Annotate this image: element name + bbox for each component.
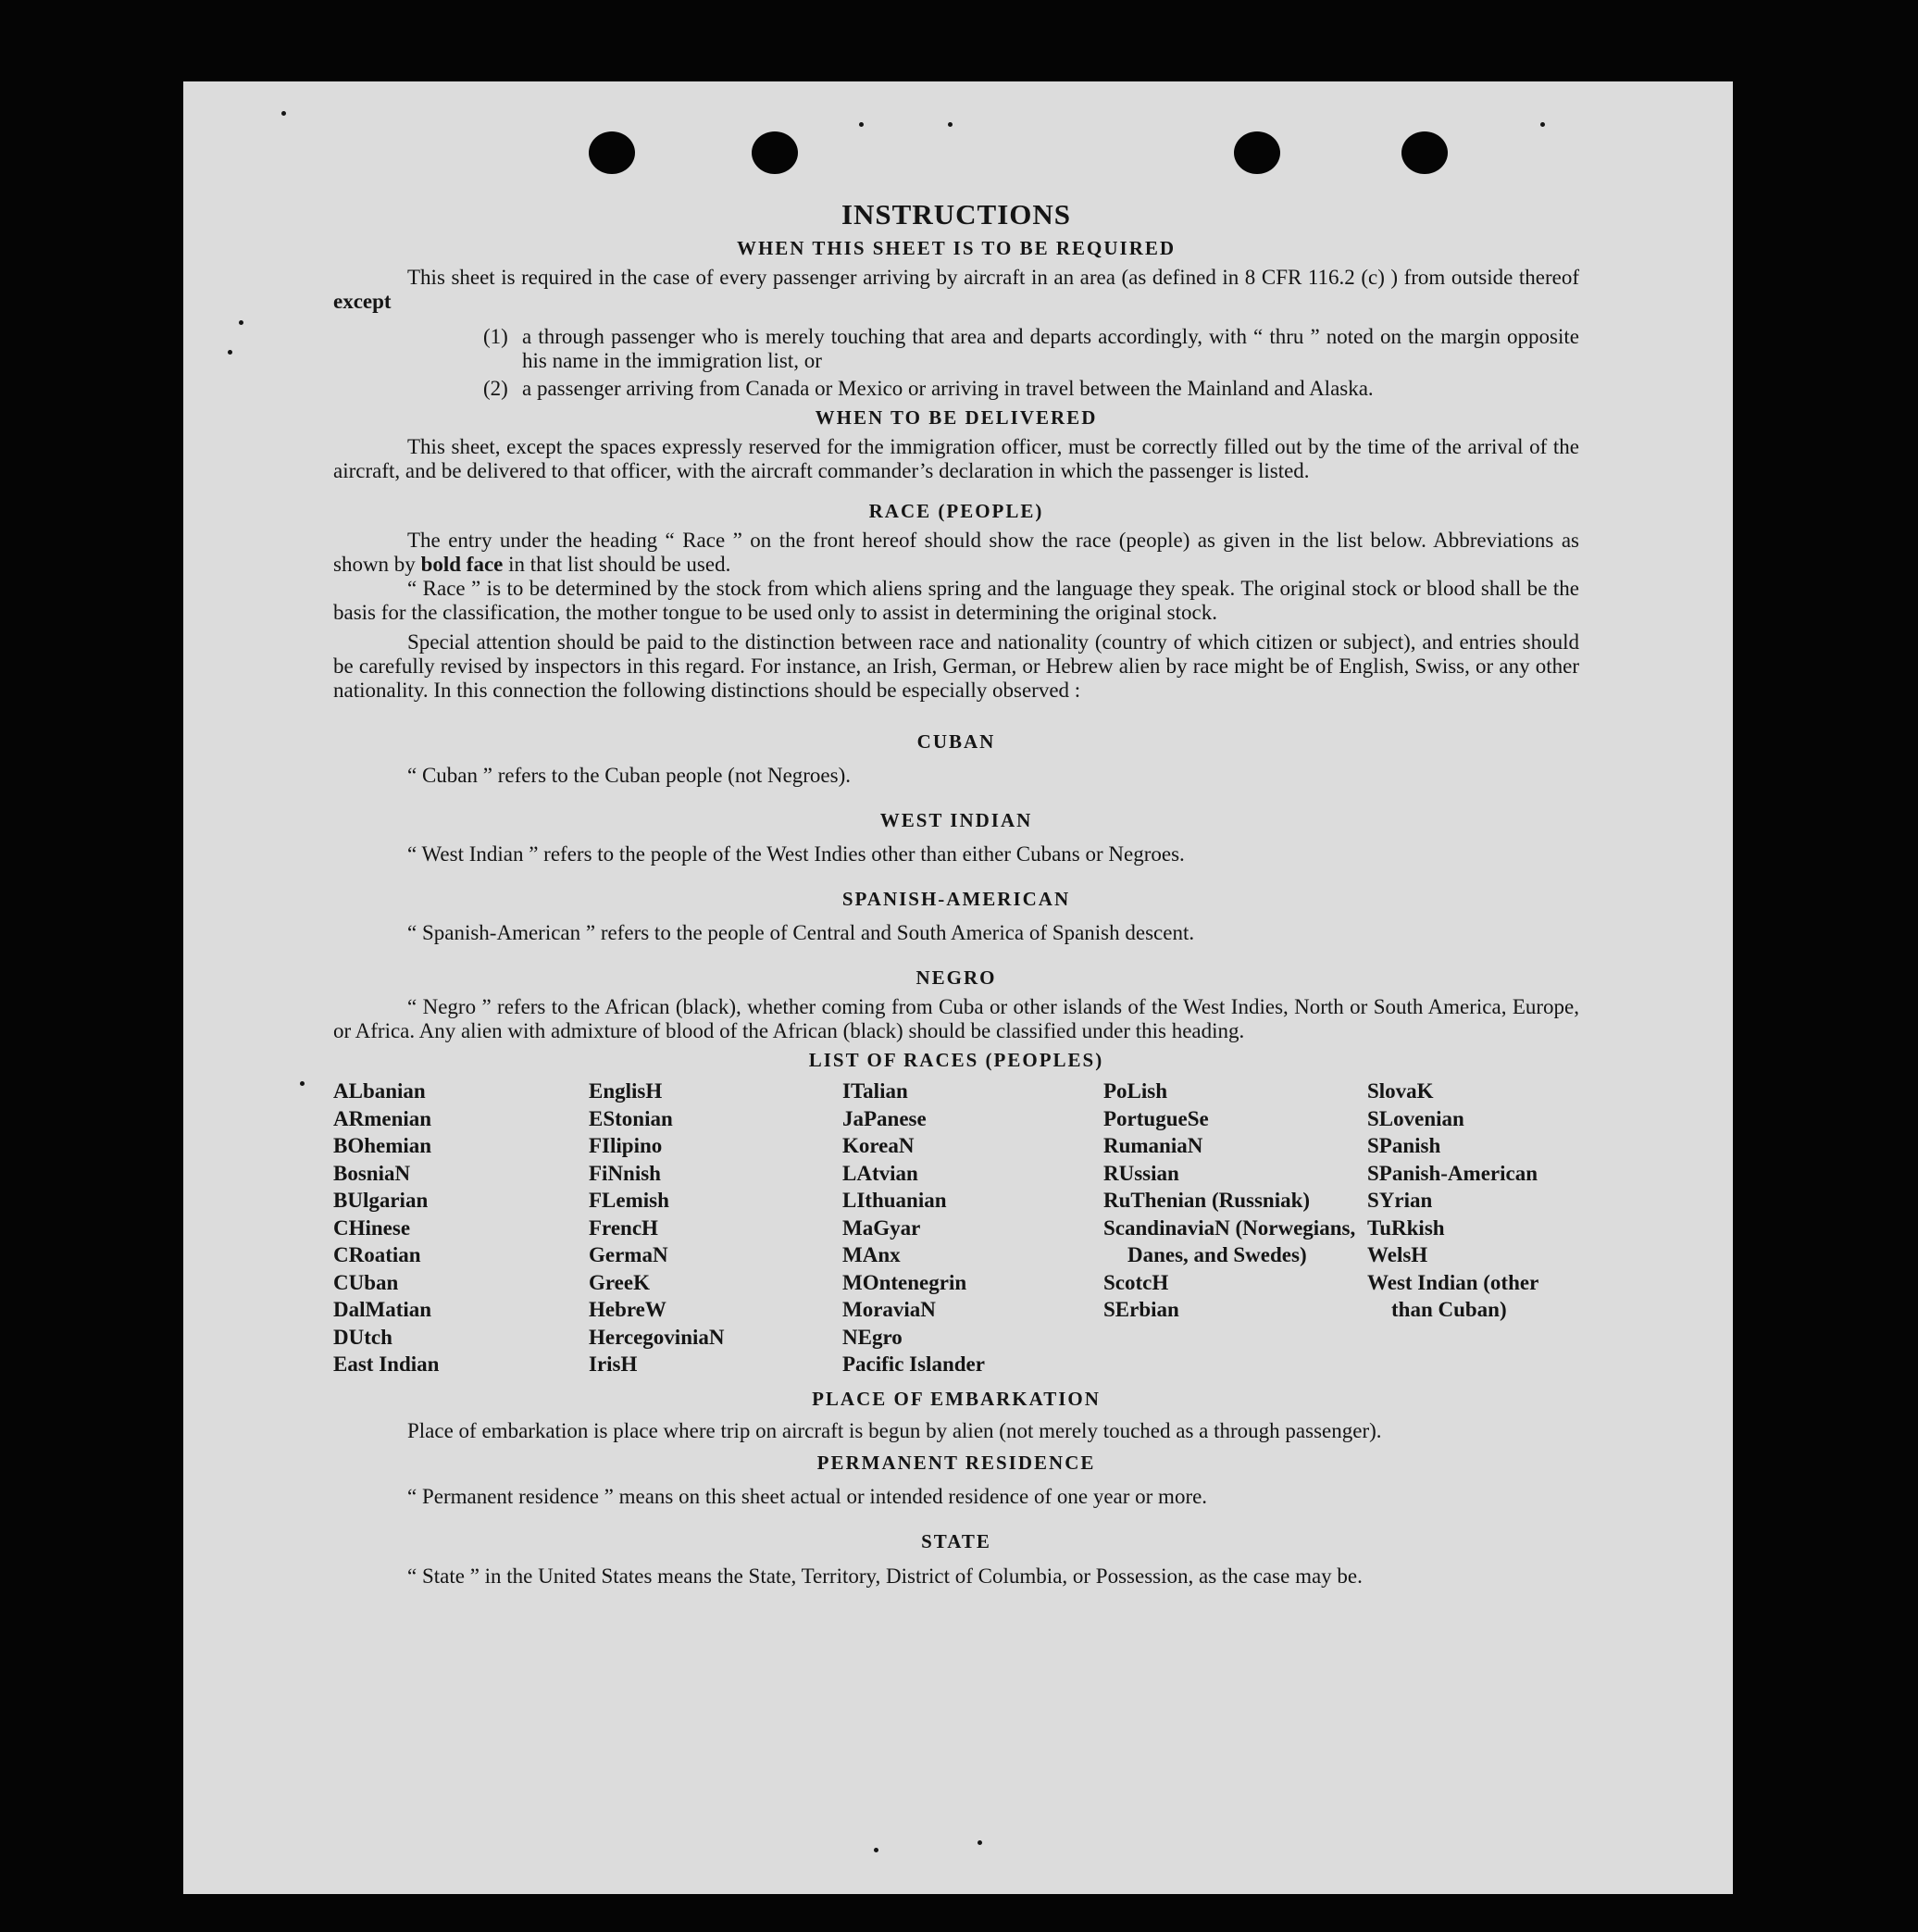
item-number: (2) — [483, 377, 508, 400]
race-entry: EStonian — [589, 1106, 673, 1130]
race-entry: ITalian — [842, 1079, 908, 1103]
races-column — [1103, 1078, 1367, 1378]
race-entry: FIlipino — [589, 1134, 663, 1157]
race-entry: SPanish — [1367, 1134, 1441, 1157]
race-entry: BUlgarian — [333, 1189, 429, 1212]
ink-speck — [874, 1848, 878, 1852]
race-entry: SlovaK — [1367, 1079, 1434, 1103]
race-entry: FLemish — [589, 1189, 669, 1212]
section-heading-negro: NEGRO — [915, 966, 997, 989]
race-entry: PortugueSe — [1103, 1106, 1209, 1130]
item-number: (1) — [483, 325, 508, 348]
race-entry: WelsH — [1367, 1243, 1428, 1266]
race-entry: GermaN — [589, 1243, 668, 1266]
punch-hole — [1234, 131, 1280, 174]
document-page — [183, 81, 1733, 1894]
race-entry: MAnx — [842, 1243, 901, 1266]
race-entry: DalMatian — [333, 1298, 432, 1321]
race-entry: HebreW — [589, 1298, 666, 1321]
race-entry: JaPanese — [842, 1106, 927, 1130]
race-paragraph-1: The entry under the heading “ Race ” on the front hereof should show the race (people) as given in the list below. Abbreviations as shown by bold face in that list should be used. — [333, 529, 1579, 576]
race-entry: MOntenegrin — [842, 1270, 967, 1294]
race-entry: SYrian — [1367, 1189, 1433, 1212]
punch-hole — [1401, 131, 1448, 174]
ink-speck — [228, 350, 232, 355]
cuban-text: “ Cuban ” refers to the Cuban people (not Negroes). — [407, 764, 852, 787]
race-entry: HercegoviniaN — [589, 1325, 725, 1349]
ink-speck — [948, 122, 953, 127]
ink-speck — [239, 320, 243, 325]
races-column — [333, 1078, 589, 1378]
race-entry: FiNnish — [589, 1161, 661, 1185]
race-entry: ScandinaviaN (Norwegians, Danes, and Swedes) — [1103, 1215, 1356, 1266]
when-required-intro: This sheet is required in the case of every passenger arriving by aircraft in an area (as defined in 8 CFR 116.2 (c) ) from outside thereof except — [333, 266, 1579, 313]
item-text: a through passenger who is merely touching that area and departs accordingly, with “ thru ” noted on the margin opposite his name in the immigration list, or — [522, 325, 1579, 372]
race-entry: SPanish-American — [1367, 1161, 1538, 1185]
ink-speck — [1540, 122, 1545, 127]
section-heading-embarkation: PLACE OF EMBARKATION — [812, 1387, 1101, 1410]
race-entry: Pacific Islander — [842, 1352, 985, 1376]
race-entry: CHinese — [333, 1215, 411, 1240]
race-entry: IrisH — [589, 1352, 638, 1376]
race-paragraph-2: “ Race ” is to be determined by the stock from which aliens spring and the language they speak. The original stock or blood shall be the basis for the classification, the mother tongue to be used only to assist in determining the original stock. — [333, 577, 1579, 624]
race-entry: EnglisH — [589, 1079, 663, 1103]
except-emphasis: except — [333, 290, 392, 313]
race-entry: BosniaN — [333, 1161, 411, 1185]
race-entry: LAtvian — [842, 1161, 918, 1185]
section-heading-race: RACE (PEOPLE) — [868, 500, 1044, 522]
race-entry: RumaniaN — [1103, 1134, 1203, 1157]
race-entry: West Indian (other than Cuban) — [1367, 1270, 1538, 1321]
ink-speck — [859, 122, 864, 127]
race-entry: DUtch — [333, 1325, 392, 1349]
ink-speck — [281, 111, 286, 116]
bold-face-emphasis: bold face — [420, 553, 504, 576]
race-entry: ARmenian — [333, 1106, 432, 1130]
race-entry: GreeK — [589, 1270, 650, 1294]
section-heading-cuban: CUBAN — [916, 730, 996, 753]
section-heading-residence: PERMANENT RESIDENCE — [816, 1451, 1096, 1474]
race-entry: SLovenian — [1367, 1106, 1464, 1130]
state-text: “ State ” in the United States means the State, Territory, District of Columbia, or Possession, as the case may be. — [407, 1564, 1363, 1588]
race-entry: ALbanian — [333, 1079, 426, 1103]
section-heading-west-indian: WEST INDIAN — [879, 809, 1033, 831]
punch-hole — [752, 131, 798, 174]
race-entry: FrencH — [589, 1215, 658, 1240]
residence-text: “ Permanent residence ” means on this sheet actual or intended residence of one year or more. — [407, 1484, 1208, 1508]
race-entry: ScotcH — [1103, 1270, 1169, 1294]
races-column — [1367, 1078, 1579, 1378]
race-entry: RuThenian (Russniak) — [1103, 1189, 1311, 1212]
race-entry: LIthuanian — [842, 1189, 947, 1212]
race-entry: MoraviaN — [842, 1298, 936, 1321]
item-text: a passenger arriving from Canada or Mexico or arriving in travel between the Mainland and Alaska. — [522, 377, 1374, 400]
race-entry: SErbian — [1103, 1298, 1179, 1321]
west-indian-text: “ West Indian ” refers to the people of the West Indies other than either Cubans or Negroes. — [407, 842, 1185, 866]
race-paragraph-3: Special attention should be paid to the distinction between race and nationality (country of which citizen or subject), and entries should be carefully revised by inspectors in this regard. For instance, an Irish, German, or Hebrew alien by race might be of English, Swiss, or any other nationality. In this connection the following distinctions should be especially observed : — [333, 630, 1579, 702]
races-column — [589, 1078, 842, 1378]
page-title: INSTRUCTIONS — [841, 198, 1071, 231]
race-entry: CRoatian — [333, 1243, 421, 1266]
when-delivered-text: This sheet, except the spaces expressly reserved for the immigration officer, must be correctly filled out by the time of the arrival of the aircraft, and be delivered to that officer, with the aircraft commander’s declaration in which the passenger is listed. — [333, 435, 1579, 482]
race-entry: MaGyar — [842, 1215, 921, 1240]
section-heading-when-required: WHEN THIS SHEET IS TO BE REQUIRED — [736, 237, 1177, 259]
race-entry: PoLish — [1103, 1079, 1168, 1103]
race-entry: CUban — [333, 1270, 399, 1294]
section-heading-list-of-races: LIST OF RACES (PEOPLES) — [808, 1049, 1104, 1071]
race-entry: NEgro — [842, 1325, 903, 1349]
negro-text: “ Negro ” refers to the African (black), whether coming from Cuba or other islands of the West Indies, North or South America, Europe, or Africa. Any alien with admixture of blood of the African (black) should be classified under this heading. — [333, 995, 1579, 1042]
races-list — [333, 1078, 1579, 1378]
ink-speck — [978, 1840, 982, 1845]
exception-item — [483, 325, 1579, 373]
race-entry: RUssian — [1103, 1161, 1179, 1185]
ink-speck — [300, 1081, 305, 1086]
race-entry: TuRkish — [1367, 1215, 1445, 1240]
punch-hole — [589, 131, 635, 174]
embarkation-text: Place of embarkation is place where trip on aircraft is begun by alien (not merely touched as a through passenger). — [407, 1418, 1382, 1442]
race-entry: BOhemian — [333, 1134, 432, 1157]
exception-item — [483, 377, 1579, 401]
section-heading-when-delivered: WHEN TO BE DELIVERED — [815, 406, 1098, 429]
races-column — [842, 1078, 1103, 1378]
instructions-content — [333, 198, 1579, 1592]
section-heading-state: STATE — [921, 1529, 991, 1552]
race-entry: East Indian — [333, 1352, 440, 1376]
race-entry: KoreaN — [842, 1134, 915, 1157]
section-heading-spanish-american: SPANISH-AMERICAN — [841, 888, 1071, 910]
spanish-american-text: “ Spanish-American ” refers to the people of Central and South America of Spanish descent. — [407, 921, 1195, 944]
